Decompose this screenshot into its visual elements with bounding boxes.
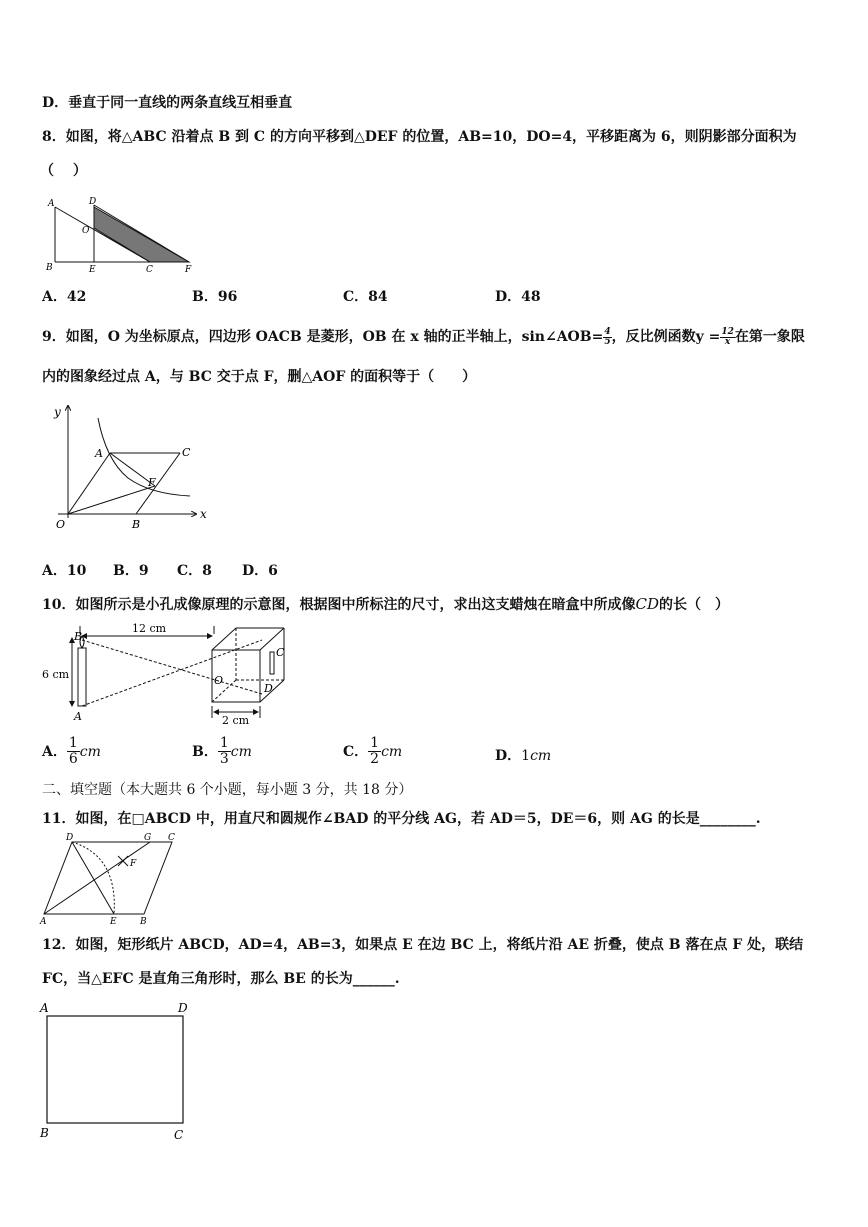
q8-label-a: A xyxy=(48,199,55,209)
q10-option-a[interactable]: A． $\frac{1}{6}$ cm xyxy=(42,735,101,768)
q10-label-o: O xyxy=(214,674,224,687)
q10-label-d: D xyxy=(264,682,273,695)
q9-label-f: F xyxy=(148,476,156,489)
q10-figure xyxy=(40,622,300,730)
q9-option-c[interactable]: C．8 xyxy=(177,563,212,579)
q10-label-b: B xyxy=(74,630,83,643)
q11-label-f: F xyxy=(130,859,137,869)
q8-label-f: F xyxy=(185,265,192,275)
q10-label-c: C xyxy=(276,646,285,659)
q8-option-c[interactable]: C．84 xyxy=(343,289,388,305)
q10-cd-symbol: CD xyxy=(635,595,659,613)
q12-label-a: A xyxy=(40,1001,49,1015)
q9-stem-part2: ，反比例函数y = xyxy=(611,329,721,345)
section-2-title: 二、填空题（本大题共 6 个小题，每小题 3 分，共 18 分） xyxy=(42,782,413,798)
q10-stem-part2: 的长（ ） xyxy=(659,597,729,613)
q8-option-d[interactable]: D．48 xyxy=(495,289,541,305)
q12-label-c: C xyxy=(174,1128,184,1142)
q8-stem-line1: 8．如图，将△ABC 沿着点 B 到 C 的方向平移到△DEF 的位置，AB=10，DO=4，平移距离为 6，则阴影部分面积为 xyxy=(42,129,797,145)
q10-option-b[interactable]: B． $\frac{1}{3}$ cm xyxy=(192,735,252,768)
q10-label-12cm: 12 cm xyxy=(132,622,167,635)
q9-stem-line1 xyxy=(42,326,805,347)
q9-label-b: B xyxy=(132,518,141,531)
q10-label-a: A xyxy=(74,710,82,723)
q9-stem-line2: 内的图象经过点 A，与 BC 交于点 F，删△AOF 的面积等于（ ） xyxy=(42,369,477,385)
q11-figure xyxy=(40,832,190,927)
q9-label-o: O xyxy=(56,518,66,531)
q10-option-c[interactable]: C． $\frac{1}{2}$ cm xyxy=(343,735,403,768)
q12-stem-line1: 12．如图，矩形纸片 ABCD，AD=4，AB=3，如果点 E 在边 BC 上，将纸片沿 AE 折叠，使点 B 落在点 F 处，联结 xyxy=(42,937,804,953)
q9-func-fraction: $\frac{12}{x}$ xyxy=(721,326,734,347)
q9-label-x: x xyxy=(200,507,207,521)
q10-option-d[interactable]: D．1cm xyxy=(495,748,552,764)
q10-stem xyxy=(42,594,729,614)
q9-option-a[interactable]: A．10 xyxy=(42,563,87,579)
q9-sin-fraction: $\frac{4}{5}$ xyxy=(604,326,611,347)
q11-label-g: G xyxy=(144,833,152,843)
q11-stem: 11．如图，在□ABCD 中，用直尺和圆规作∠BAD 的平分线 AG，若 AD＝5，DE＝6，则 AG 的长是________. xyxy=(42,811,761,827)
q12-stem-line2: FC，当△EFC 是直角三角形时，那么 BE 的长为______. xyxy=(42,971,400,987)
q9-label-a: A xyxy=(95,447,103,460)
q9-figure xyxy=(50,400,220,535)
q8-label-b: B xyxy=(46,263,53,273)
q10-stem-part1: 10．如图所示是小孔成像原理的示意图，根据图中所标注的尺寸，求出这支蜡烛在暗盒中所成像 xyxy=(42,597,636,613)
q8-stem-line2: （ ） xyxy=(40,163,87,179)
q10-label-6cm: 6 cm xyxy=(42,668,70,681)
q11-label-a: A xyxy=(40,917,47,927)
q8-option-b[interactable]: B．96 xyxy=(192,289,238,305)
q9-label-c: C xyxy=(182,446,191,459)
q8-figure xyxy=(40,195,200,275)
q8-label-d: D xyxy=(89,197,97,207)
q9-option-b[interactable]: B．9 xyxy=(113,563,149,579)
q10-label-2cm: 2 cm xyxy=(222,714,250,727)
q12-label-d: D xyxy=(178,1001,188,1015)
q8-label-o: O xyxy=(82,226,90,236)
q9-stem-part3: 在第一象限 xyxy=(734,329,805,345)
q9-stem-part1: 9．如图，O 为坐标原点，四边形 OACB 是菱形，OB 在 x 轴的正半轴上，sin∠AOB= xyxy=(42,329,604,345)
q8-option-a[interactable]: A．42 xyxy=(42,289,87,305)
q11-label-c: C xyxy=(168,833,175,843)
q12-rectangle xyxy=(47,1016,183,1123)
q9-option-d[interactable]: D．6 xyxy=(242,563,278,579)
q12-figure xyxy=(38,1000,198,1145)
q7-option-d: D．垂直于同一直线的两条直线互相垂直 xyxy=(42,95,293,111)
q8-label-c: C xyxy=(146,265,153,275)
q8-label-e: E xyxy=(89,265,96,275)
q11-label-d: D xyxy=(66,833,74,843)
q12-label-b: B xyxy=(40,1126,49,1140)
q11-label-b: B xyxy=(140,917,147,927)
q9-label-y: y xyxy=(54,405,61,419)
q11-label-e: E xyxy=(110,917,117,927)
